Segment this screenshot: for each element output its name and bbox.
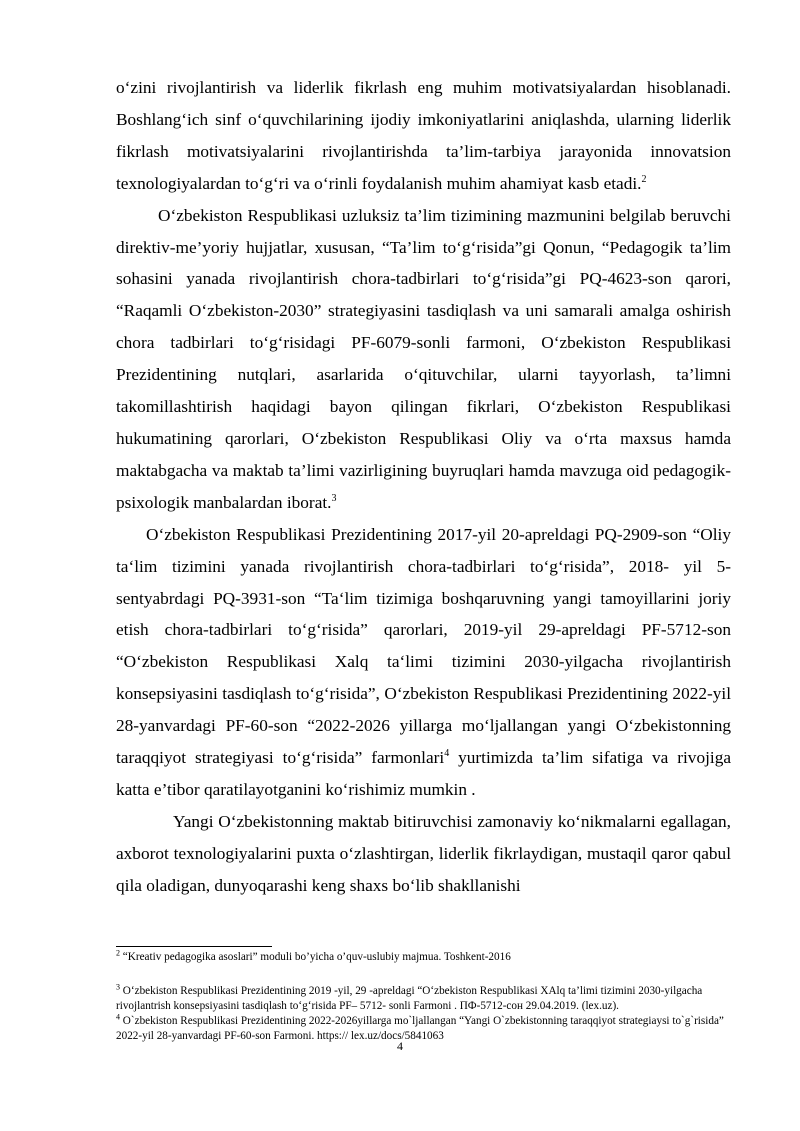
footnote-4: $^4$ O`zbekiston Respublikasi Prezidentining 2022-2026yillarga mo`ljallangan “Yangi O`zbekistonning taraqqiyot strategiaysi to`g`risida” 2022-yil 28-yanvardagi PF-60-son Farmoni. https:// lex.uz/docs/5841063 bbox=[116, 1012, 724, 1042]
body-text bbox=[116, 72, 731, 902]
paragraph-4: Yangi O‘zbekistonning maktab bitiruvchisi zamonaviy ko‘nikmalarni egallagan, axborot texnologiyalarini puxta o‘zlashtirgan, liderlik fikrlaydigan, mustaqil qaror qabul qila oladigan, dunyoqarashi keng shaxs bo‘lib shakllanishi bbox=[116, 811, 731, 895]
paragraph-3: O‘zbekiston Respublikasi Prezidentining 2017-yil 20-apreldagi PQ-2909-son “Oliy ta‘lim tizimini yanada rivojlantirish chora-tadbirlari to‘g‘risida”, 2018- yil 5-sentyabrdagi PQ-3931-son “Ta‘lim tizimiga boshqaruvning yangi tamoyillarini joriy etish chora-tadbirlari to‘g‘risida” qarorlari, 2019-yil 29-apreldagi PF-5712-son “O‘zbekiston Respublikasi Xalq ta‘limi tizimini 2030-yilgacha rivojlantirish konsepsiyasini tasdiqlash to‘g‘risida”, O‘zbekiston Respublikasi Prezidentining 2022-yil 28-yanvardagi PF-60-son “2022-2026 yillarga mo‘ljallangan yangi O‘zbekistonning taraqqiyot strategiyasi to‘g‘risida” farmonlari$^4$ yurtimizda ta’lim sifatiga va rivojiga katta e’tibor qaratilayotganini ko‘rishimiz mumkin . bbox=[116, 524, 731, 799]
footnote-ref-3[interactable]: 3 bbox=[331, 493, 337, 505]
footnote-3: $^3$ O‘zbekiston Respublikasi Prezidentining 2019 -yil, 29 -apreldagi “O‘zbekiston Respublikasi XAlq ta’limi tizimini 2030-yilgacha rivojlantrish konsepsiyasini tasdiqlash to‘g‘risida PF– 5712- sonli Farmoni . ПФ-5712-сон 29.04.2019. (lex.uz). bbox=[116, 982, 703, 1012]
footnote-separator bbox=[116, 946, 272, 947]
page-number: 4 bbox=[397, 1039, 403, 1053]
footnote-ref-4[interactable]: 4 bbox=[444, 748, 450, 760]
footnotes bbox=[116, 950, 731, 1044]
footnote-2: $^2$ “Kreativ pedagogika asoslari” moduli bo’yicha o’quv-uslubiy majmua. Toshkent-2016 bbox=[116, 948, 511, 963]
paragraph-1: o‘zini rivojlantirish va liderlik fikrlash eng muhim motivatsiyalardan hisoblanadi. Boshlang‘ich sinf o‘quvchilarining ijodiy imkoniyatlarini aniqlashda, ularning liderlik fikrlash motivatsiyalarini rivojlantirishda ta’lim-tarbiya jarayonida innovatsion texnologiyalardan to‘g‘ri va o‘rinli foydalanish muhim ahamiyat kasb etadi.$^2$ bbox=[116, 78, 731, 193]
footnote-ref-2[interactable]: 2 bbox=[641, 173, 647, 185]
paragraph-2: O‘zbekiston Respublikasi uzluksiz ta’lim tizimining mazmunini belgilab beruvchi direktiv-me’yoriy hujjatlar, xususan, “Ta’lim to‘g‘risida”gi Qonun, “Pedagogik ta’lim sohasini yanada rivojlantirish chora-tadbirlari to‘g‘risida”gi PQ-4623-son qarori, “Raqamli O‘zbekiston-2030” strategiyasini tasdiqlash va uni samarali amalga oshirish chora tadbirlari to‘g‘risidagi PF-6079-sonli farmoni, O‘zbekiston Respublikasi Prezidentining nutqlari, asarlarida o‘qituvchilar, ularni tayyorlash, ta’limni takomillashtirish haqidagi bayon qilingan fikrlari, O‘zbekiston Respublikasi hukumatining qarorlari, O‘zbekiston Respublikasi Oliy va o‘rta maxsus hamda maktabgacha va maktab ta’limi vazirligining buyruqlari hamda mavzuga oid pedagogik-psixologik manbalardan iborat.$^3$ bbox=[116, 205, 731, 512]
